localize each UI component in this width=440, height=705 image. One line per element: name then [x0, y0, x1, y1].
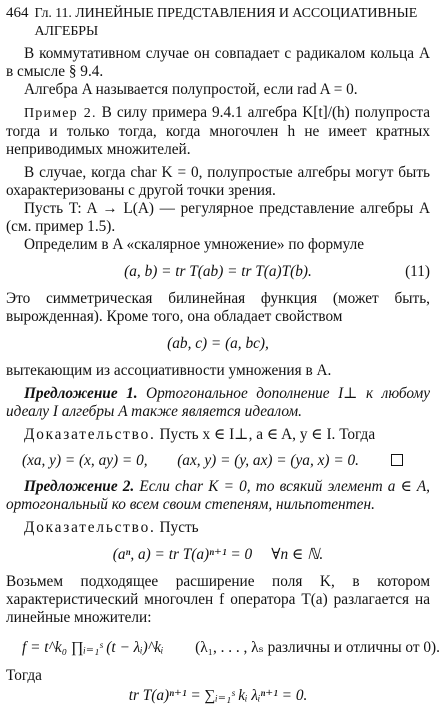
- equation-proof-1-left: (xa, y) = (x, ay) = 0,: [22, 452, 148, 469]
- equation-factorization: [6, 639, 440, 657]
- equation-associativity-body: (ab, c) = (a, bc),: [167, 335, 269, 352]
- equation-11-number: (11): [405, 263, 430, 280]
- equation-factorization-note: (λ₁, . . . , λₛ различны и отличны от 0).: [195, 639, 440, 656]
- proposition-1-text: Ортогональное дополнение I⊥ к любому идеалу I алгебры A также является идеалом.: [6, 385, 431, 420]
- proposition-2: [6, 478, 430, 514]
- example-text: В силу примера 9.4.1 алгебра K[t]/(h) полупроста тогда и только тогда, когда многочлен h не имеет кратных неприводимых множителей.: [6, 104, 430, 158]
- running-header: [6, 4, 430, 41]
- equation-11: [6, 263, 430, 281]
- qed-square-icon: [391, 454, 403, 466]
- paragraph-follows-from-associativity: вытекающим из ассоциативности умножения в A.: [6, 362, 332, 379]
- paragraph-field-extension: Возьмем подходящее расширение поля K, в котором характеристический многочлен f оператора T(a) разлагается на линейные множители:: [6, 573, 430, 626]
- proof-1: [6, 426, 430, 444]
- equation-trace-sum: [6, 687, 430, 705]
- proof-1-text: Пусть x ∈ I⊥, a ∈ A, y ∈ I. Тогда: [159, 426, 376, 443]
- equation-associativity: [6, 335, 430, 353]
- page-number: 464: [6, 5, 29, 21]
- example-label: Пример 2.: [24, 106, 97, 121]
- paragraph-radical: В коммутативном случае он совпадает с радикалом кольца A в смысле § 9.4.: [6, 45, 430, 80]
- proposition-2-label: Предложение 2.: [24, 478, 135, 495]
- proposition-2-text: Если char K = 0, то всякий элемент a ∈ A, ортогональный ко всем своим степеням, нильпотентен.: [6, 478, 430, 513]
- equation-powers-body: (aⁿ, a) = tr T(a)ⁿ⁺¹ = 0 ∀n ∈ ℕ.: [112, 546, 324, 563]
- equation-powers: [6, 546, 430, 564]
- paragraph-then: Тогда: [6, 667, 42, 684]
- proof-2: [6, 519, 430, 537]
- proposition-1-label: Предложение 1.: [24, 385, 138, 402]
- equation-11-body: (a, b) = tr T(ab) = tr T(a)T(b).: [124, 263, 312, 280]
- paragraph-regular-representation: Пусть T: A → L(A) — регулярное представление алгебры A (см. пример 1.5).: [6, 200, 430, 235]
- proposition-1: [6, 385, 430, 421]
- running-title: Гл. 11. ЛИНЕЙНЫЕ ПРЕДСТАВЛЕНИЯ И АССОЦИАТИВНЫЕ АЛГЕБРЫ: [34, 6, 418, 39]
- paragraph-symmetric-bilinear: Это симметрическая билинейная функция (может быть, вырожденная). Кроме того, она обладает свойством: [6, 290, 430, 325]
- paragraph-semisimple-definition: Алгебра A называется полупростой, если rad A = 0.: [24, 81, 358, 98]
- proof-1-label: Доказательство.: [24, 426, 156, 443]
- proof-2-label: Доказательство.: [24, 519, 156, 536]
- equation-proof-1-right: (ax, y) = (y, ax) = (ya, x) = 0.: [177, 452, 359, 469]
- equation-trace-sum-body: tr T(a)ⁿ⁺¹ = ∑ᵢ₌₁ˢ kᵢ λᵢⁿ⁺¹ = 0.: [128, 687, 308, 704]
- equation-factorization-body: f = t^k₀ ∏ᵢ₌₁ˢ (t − λᵢ)^kᵢ: [22, 639, 164, 656]
- equation-proof-1: [6, 452, 430, 470]
- paragraph-char-zero: В случае, когда char K = 0, полупростые алгебры могут быть охарактеризованы с другой точки зрения.: [6, 164, 430, 199]
- paragraph-scalar-product: Определим в A «скалярное умножение» по формуле: [24, 236, 365, 253]
- proof-2-text: Пусть: [159, 519, 199, 536]
- paragraph-example-2: [6, 104, 430, 159]
